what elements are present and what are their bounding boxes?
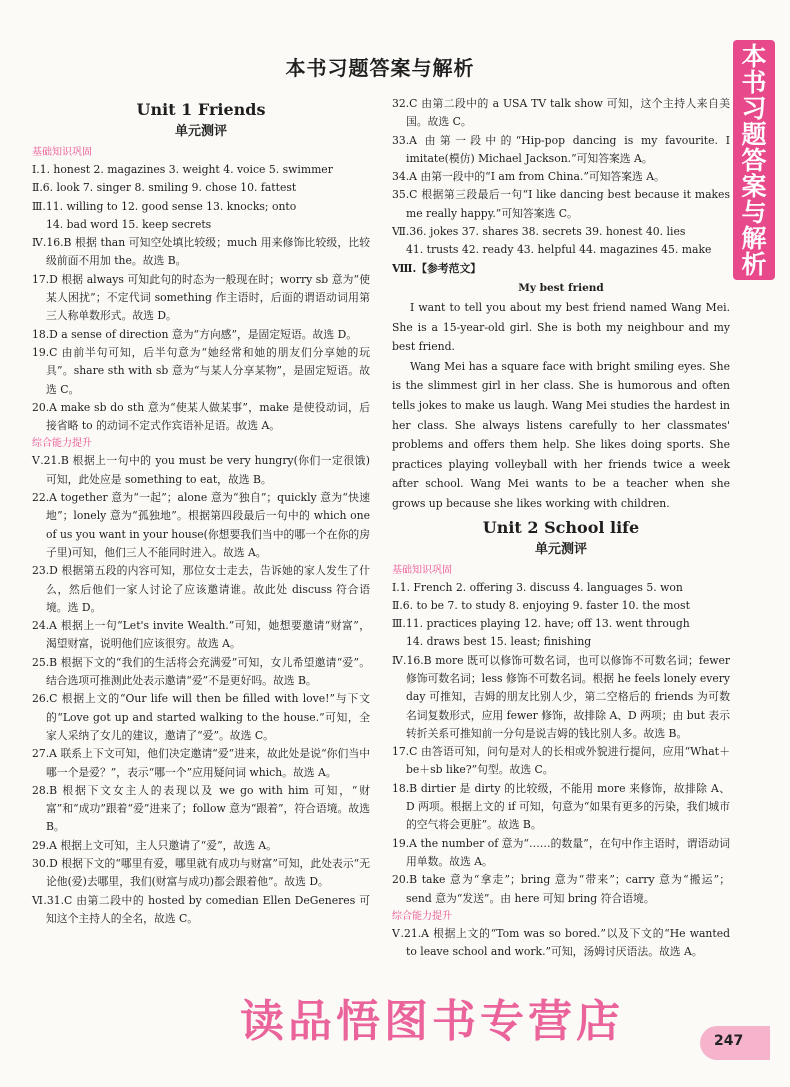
side-tab-char: 解 <box>741 224 767 253</box>
answer-line: Ⅱ.6. to be 7. to study 8. enjoying 9. faster 10. the most <box>392 598 690 612</box>
right-column <box>392 95 730 961</box>
answer-item: 18.B dirtier 是 dirty 的比较级，不能用 more 来修饰，故排除 A、D 两项。根据上文的 if 可知，句意为“如果有更多的污染，我们城市的空气将会更脏”。故选 B。 <box>392 781 730 832</box>
shop-watermark: 读品悟图书专营店 <box>240 996 624 1047</box>
unit1-subtitle: 单元测评 <box>174 124 227 139</box>
answer-item: 20.A make sb do sth 意为“使某人做某事”，make 是使役动词，后接省略 to 的动词不定式作宾语补足语。故选 A。 <box>32 400 370 433</box>
answer-item: 30.D 根据下文的“哪里有爱，哪里就有成功与财富”可知，此处表示“无论他(爱)去哪里，我们(财富与成功)都会跟着他”。故选 D。 <box>32 856 370 889</box>
side-tab-char: 与 <box>741 198 767 227</box>
answer-line: Ⅰ.1. honest 2. magazines 3. weight 4. voice 5. swimmer <box>32 163 333 176</box>
side-tab-char: 书 <box>741 68 767 97</box>
answer-item: 28.B 根据下文女主人的表现以及 we go with him 可知，“财富”和“成功”跟着“爱”进来了；follow 意为“跟着”，符合语境。故选 B。 <box>32 783 370 834</box>
answer-item: 35.C 根据第三段最后一句“I like dancing best because it makes me really happy.”可知答案选 C。 <box>392 188 730 220</box>
unit2-section-basic: 基础知识巩固 <box>392 564 452 576</box>
side-tab-char: 案 <box>741 172 767 201</box>
essay-title: My best friend <box>518 281 604 294</box>
essay-paragraph: Wang Mei has a square face with bright smiling eyes. She is the slimmest girl in her class. She is humorous and often tells jokes to make us laugh. Wang Mei studies the hardest in her class. She always listens carefully to her classmates' problems and offers them help. She likes doing sports. She practices playing volleyball with her friends twice a week after school. Wang Mei wants to be a teacher when she grows up because she likes working with children. <box>392 359 730 510</box>
answer-item: 25.B 根据下文的“我们的生活将会充满爱”可知，女儿希望邀请“爱”。结合选项可推测此处表示邀请“爱”不是更好吗。故选 B。 <box>32 655 370 688</box>
answer-item: 34.A 由第一段中的“I am from China.”可知答案选 A。 <box>392 170 665 184</box>
answer-line: Ⅰ.1. French 2. offering 3. discuss 4. languages 5. won <box>392 580 683 594</box>
side-tab-char: 答 <box>741 146 767 175</box>
unit2-section-comprehensive: 综合能力提升 <box>392 910 452 922</box>
side-tab-char: 析 <box>741 250 767 279</box>
page-title: 本书习题答案与解析 <box>285 56 475 80</box>
unit2-subtitle: 单元测评 <box>534 541 587 557</box>
answer-item: 19.C 由前半句可知，后半句意为“她经常和她的朋友们分享她的玩具”。share sth with sb 意为“与某人分享某物”，是固定短语。故选 C。 <box>32 345 370 396</box>
page-number-badge <box>700 1026 770 1060</box>
answer-item: 24.A 根据上一句“Let's invite Wealth.”可知，她想要邀请“财富”，渴望财富，说明他们应该很穷。故选 A。 <box>32 619 370 651</box>
answer-line: Ⅲ.11. practices playing 12. have; off 13. went through <box>392 617 690 631</box>
left-column <box>32 96 370 928</box>
answer-item: 32.C 由第二段中的 a USA TV talk show 可知，这个主持人来自美国。故选 C。 <box>392 97 730 129</box>
answer-line: 14. bad word 15. keep secrets <box>46 217 212 231</box>
side-tab-char: 题 <box>741 120 767 149</box>
answer-item: 18.D a sense of direction 意为“方向感”，是固定短语。故选 D。 <box>32 327 358 341</box>
answer-item: Ⅳ.16.B more 既可以修饰可数名词，也可以修饰不可数名词；fewer 修饰可数名词；less 修饰不可数名词。根据 he feels lonely every day 可推知，吉姆的朋友比别人少，第二空格后的 friends 为可数名词复数形式，应用 fewer 修饰，故排除 A、D 两项；由 but 表示转折关系可推知前一分句是说吉姆的钱比别人多。故选 B。 <box>392 653 730 740</box>
answer-item: 20.B take 意为“拿走”；bring 意为“带来”；carry 意为“搬运”；send 意为“发送”。由 here 可知 bring 符合语境。 <box>392 873 730 905</box>
answer-item: 19.A the number of 意为“……的数量”，在句中作主语时，谓语动词用单数。故选 A。 <box>392 836 730 868</box>
answer-line: Ⅱ.6. look 7. singer 8. smiling 9. chose 10. fattest <box>32 181 297 195</box>
answer-item: 27.A 联系上下文可知，他们决定邀请“爱”进来，故此处是说“你们当中哪一个是爱？”，表示“哪一个”应用疑问词 which。故选 A。 <box>32 747 370 779</box>
unit1-section-basic: 基础知识巩固 <box>32 147 92 158</box>
answer-item: 23.D 根据第五段的内容可知，那位女士走去，告诉她的家人发生了什么，然后他们一家人讨论了应该邀请谁。故此处 discuss 符合语境。选 D。 <box>32 564 370 614</box>
essay-label: Ⅷ.【参考范文】 <box>392 261 482 275</box>
answer-item: Ⅴ.21.A 根据上文的“Tom was so bored.”以及下文的“He wanted to leave school and work.”可知，汤姆讨厌语法。故选 A。 <box>392 926 730 959</box>
answer-item: 22.A together 意为“一起”；alone 意为“独自”；quickly 意为“快速地”；lonely 意为“孤独地”。根据第四段最后一句中的 which one of us you want in your house(你想要我们当中的哪一个在你的房子里)可知，他们三人不能同时进入。故选 A。 <box>32 491 370 559</box>
answer-item: 17.C 由答语可知，问句是对人的长相或外貌进行提问，应用“What＋be＋sb like?”句型。故选 C。 <box>392 745 730 777</box>
answer-line: Ⅲ.11. willing to 12. good sense 13. knocks; onto <box>32 199 297 213</box>
answer-line: 41. trusts 42. ready 43. helpful 44. magazines 45. make <box>406 243 712 257</box>
answer-item: 17.D 根据 always 可知此句的时态为一般现在时；worry sb 意为“使某人困扰”；不定代词 something 作主语时，后面的谓语动词用第三人称单数形式。故选 D。 <box>32 272 370 323</box>
unit2-title: Unit 2 School life <box>482 517 640 537</box>
answer-item: 26.C 根据上文的“Our life will then be filled with love!”与下文的“Love got up and started walking to the house.”可知，全家人采纳了女儿的建议，邀请了“爱”。故选 C。 <box>32 692 370 742</box>
answer-line: 14. draws best 15. least; finishing <box>406 635 592 649</box>
page-number: 247 <box>714 1033 744 1049</box>
essay-paragraph: I want to tell you about my best friend named Wang Mei. She is a 15-year-old girl. She is both my neighbour and my best friend. <box>392 300 730 354</box>
answer-line: Ⅶ.36. jokes 37. shares 38. secrets 39. honest 40. lies <box>392 225 686 239</box>
answer-item: 33.A 由第一段中的“Hip-pop dancing is my favourite. I imitate(模仿) Michael Jackson.”可知答案选 A。 <box>392 133 730 165</box>
answer-item: Ⅵ.31.C 由第二段中的 hosted by comedian Ellen DeGeneres 可知这个主持人的全名，故选 C。 <box>32 893 370 925</box>
answer-item: Ⅴ.21.B 根据上一句中的 you must be very hungry(你们一定很饿)可知，此处应是 something to eat，故选 B。 <box>32 454 370 486</box>
answer-item: Ⅳ.16.B 根据 than 可知空处填比较级；much 用来修饰比较级，比较级前面不用加 the。故选 B。 <box>32 236 370 268</box>
unit1-section-comprehensive: 综合能力提升 <box>32 438 92 450</box>
section-side-tab <box>733 40 775 280</box>
answer-item: 29.A 根据上文可知，主人只邀请了“爱”，故选 A。 <box>32 838 278 852</box>
side-tab-char: 习 <box>741 94 767 123</box>
unit1-title: Unit 1 Friends <box>136 100 266 119</box>
side-tab-char: 本 <box>741 42 767 71</box>
